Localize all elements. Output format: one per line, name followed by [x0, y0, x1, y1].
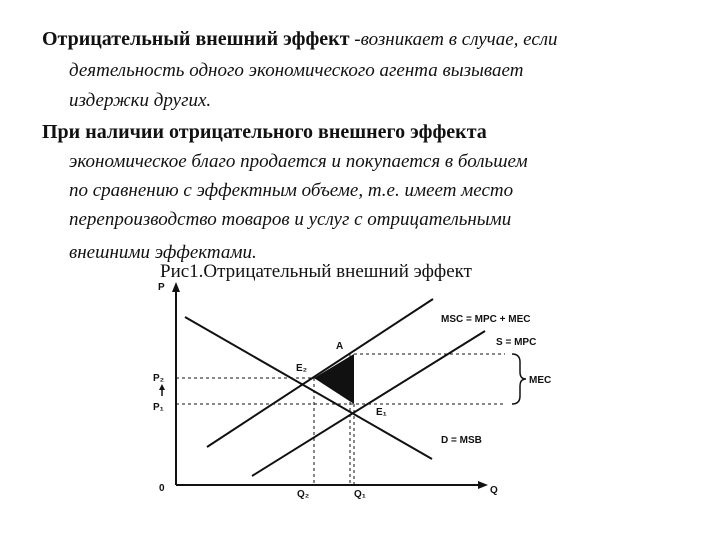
section-heading: При наличии отрицательного внешнего эффекта — [42, 121, 487, 143]
q2-label: Q₂ — [297, 489, 310, 500]
x-axis-label: Q — [490, 485, 498, 496]
point-e2-label: E₂ — [296, 363, 308, 374]
mec-brace — [512, 354, 526, 404]
p1-label: P₁ — [153, 402, 164, 413]
figure-caption: Рис1.Отрицательный внешний эффект — [160, 261, 472, 282]
origin-label: 0 — [159, 483, 165, 494]
d-label: D = MSB — [441, 435, 482, 446]
deadweight-loss-area — [314, 354, 354, 404]
paragraph-line-1: экономическое благо продается и покупается в большем — [69, 151, 528, 172]
p2-label: P₂ — [153, 373, 165, 384]
y-axis-arrow — [172, 282, 180, 292]
paragraph-line-4: внешними эффектами. — [69, 242, 257, 263]
definition-text: -возникает в случае, если — [349, 29, 558, 50]
y-axis-label: P — [158, 282, 165, 293]
point-a-label: A — [336, 341, 344, 352]
point-e1-label: E₁ — [376, 407, 387, 418]
definition-line-2: деятельность одного экономического агента вызывает — [69, 60, 524, 81]
paragraph-line-2: по сравнению с эффектным объеме, т.е. имеет место — [69, 180, 514, 201]
definition-line-3: издержки других. — [69, 90, 212, 111]
s-label: S = MPC — [496, 337, 537, 348]
mec-label: MEC — [529, 375, 552, 386]
term-text: Отрицательный внешний эффект — [42, 28, 350, 50]
paragraph-line-3: перепроизводство товаров и услуг с отрицательными — [69, 209, 512, 230]
q1-label: Q₁ — [354, 489, 366, 500]
price-rise-arrowhead — [159, 384, 165, 390]
x-axis-arrow — [478, 481, 488, 489]
msc-curve — [207, 299, 433, 447]
msc-label: MSC = MPC + MEC — [441, 314, 531, 325]
